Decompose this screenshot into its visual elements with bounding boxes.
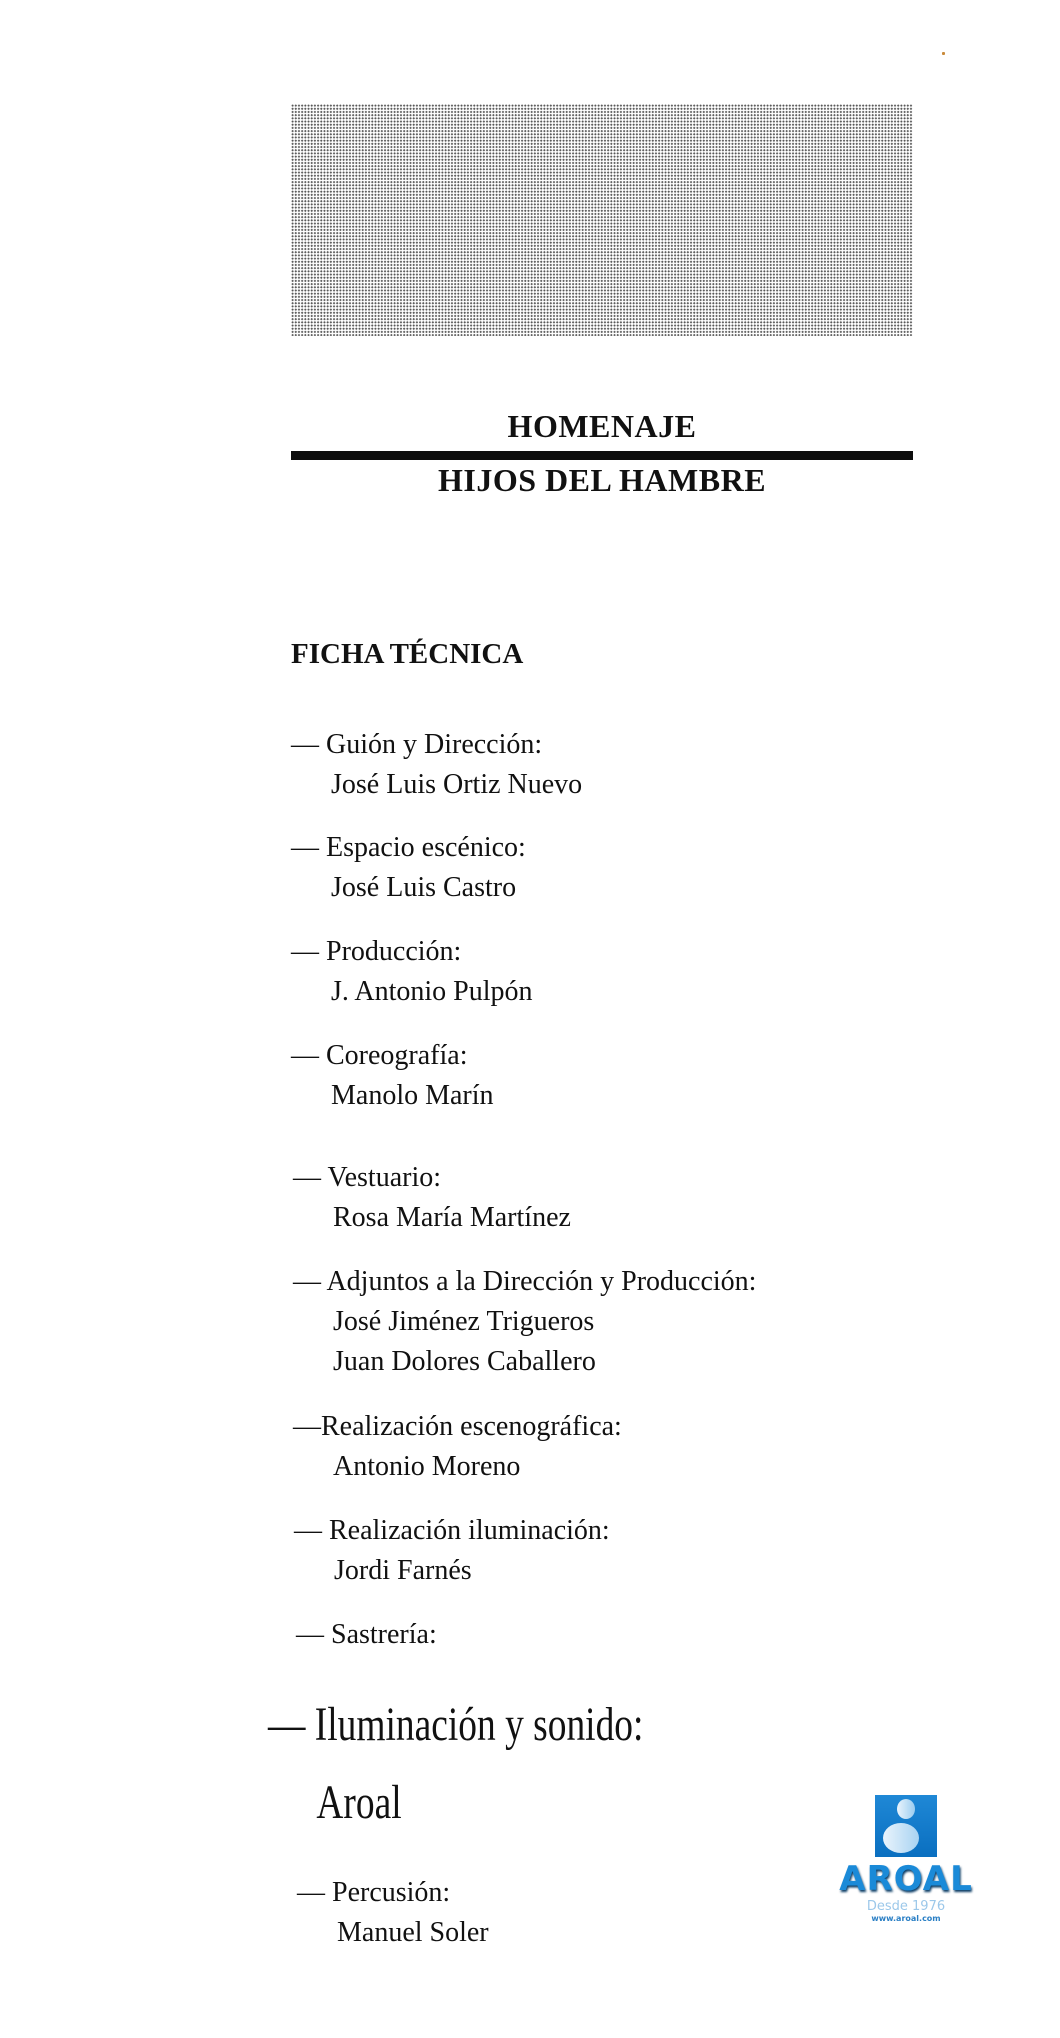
aroal-logo-since: Desde 1976 [866, 1899, 946, 1914]
credit-realizacion-iluminacion [294, 1511, 610, 1591]
aroal-logo [836, 1795, 976, 1923]
credit-espacio [291, 828, 526, 908]
aroal-logo-url: www.aroal.com [871, 1914, 941, 1923]
credit-name: José Luis Ortiz Nuevo [331, 769, 583, 800]
credit-iluminacion-sonido [268, 1686, 643, 1842]
credit-role: — Adjuntos a la Dirección y Producción: [293, 1266, 757, 1297]
credit-name: Manuel Soler [337, 1917, 489, 1948]
headline-homenaje: HOMENAJE [507, 408, 697, 444]
credit-name: Antonio Moreno [333, 1451, 521, 1482]
headline-title: HIJOS DEL HAMBRE [437, 462, 767, 498]
credit-name: Rosa María Martínez [333, 1202, 571, 1233]
credit-coreografia [291, 1036, 494, 1116]
credit-guion [291, 725, 582, 805]
credit-role: — Percusión: [297, 1877, 451, 1908]
credit-role: —Realización escenográfica: [293, 1411, 622, 1442]
credit-name: Jordi Farnés [334, 1555, 472, 1586]
credit-name: Manolo Marín [331, 1080, 494, 1111]
credit-role: — Vestuario: [293, 1162, 442, 1193]
credit-name: José Jiménez Trigueros [333, 1306, 595, 1337]
credit-role: — Espacio escénico: [291, 832, 526, 863]
section-title: FICHA TÉCNICA [291, 638, 524, 670]
credit-name: J. Antonio Pulpón [331, 976, 533, 1007]
title-rule [291, 451, 913, 460]
credit-role: — Iluminación y sonido: [268, 1698, 644, 1751]
credit-produccion [291, 932, 532, 1012]
credit-role: — Realización iluminación: [294, 1515, 610, 1546]
credit-adjuntos [293, 1262, 756, 1382]
credit-name: Juan Dolores Caballero [333, 1346, 596, 1377]
halftone-image-placeholder [291, 104, 913, 336]
credit-role: — Sastrería: [296, 1619, 437, 1650]
credit-percusion [297, 1873, 489, 1953]
aroal-logo-mark-icon [875, 1795, 937, 1857]
credit-role: — Producción: [291, 936, 462, 967]
credit-name: José Luis Castro [331, 872, 517, 903]
credit-role: — Guión y Dirección: [291, 729, 543, 760]
credit-vestuario [293, 1158, 571, 1238]
paper-speck [942, 52, 945, 55]
credit-role: — Coreografía: [291, 1040, 468, 1071]
credit-name: Aroal [316, 1776, 402, 1829]
credit-sastreria [296, 1615, 437, 1655]
credit-escenografia [293, 1407, 622, 1487]
aroal-logo-word: AROAL [839, 1859, 973, 1899]
